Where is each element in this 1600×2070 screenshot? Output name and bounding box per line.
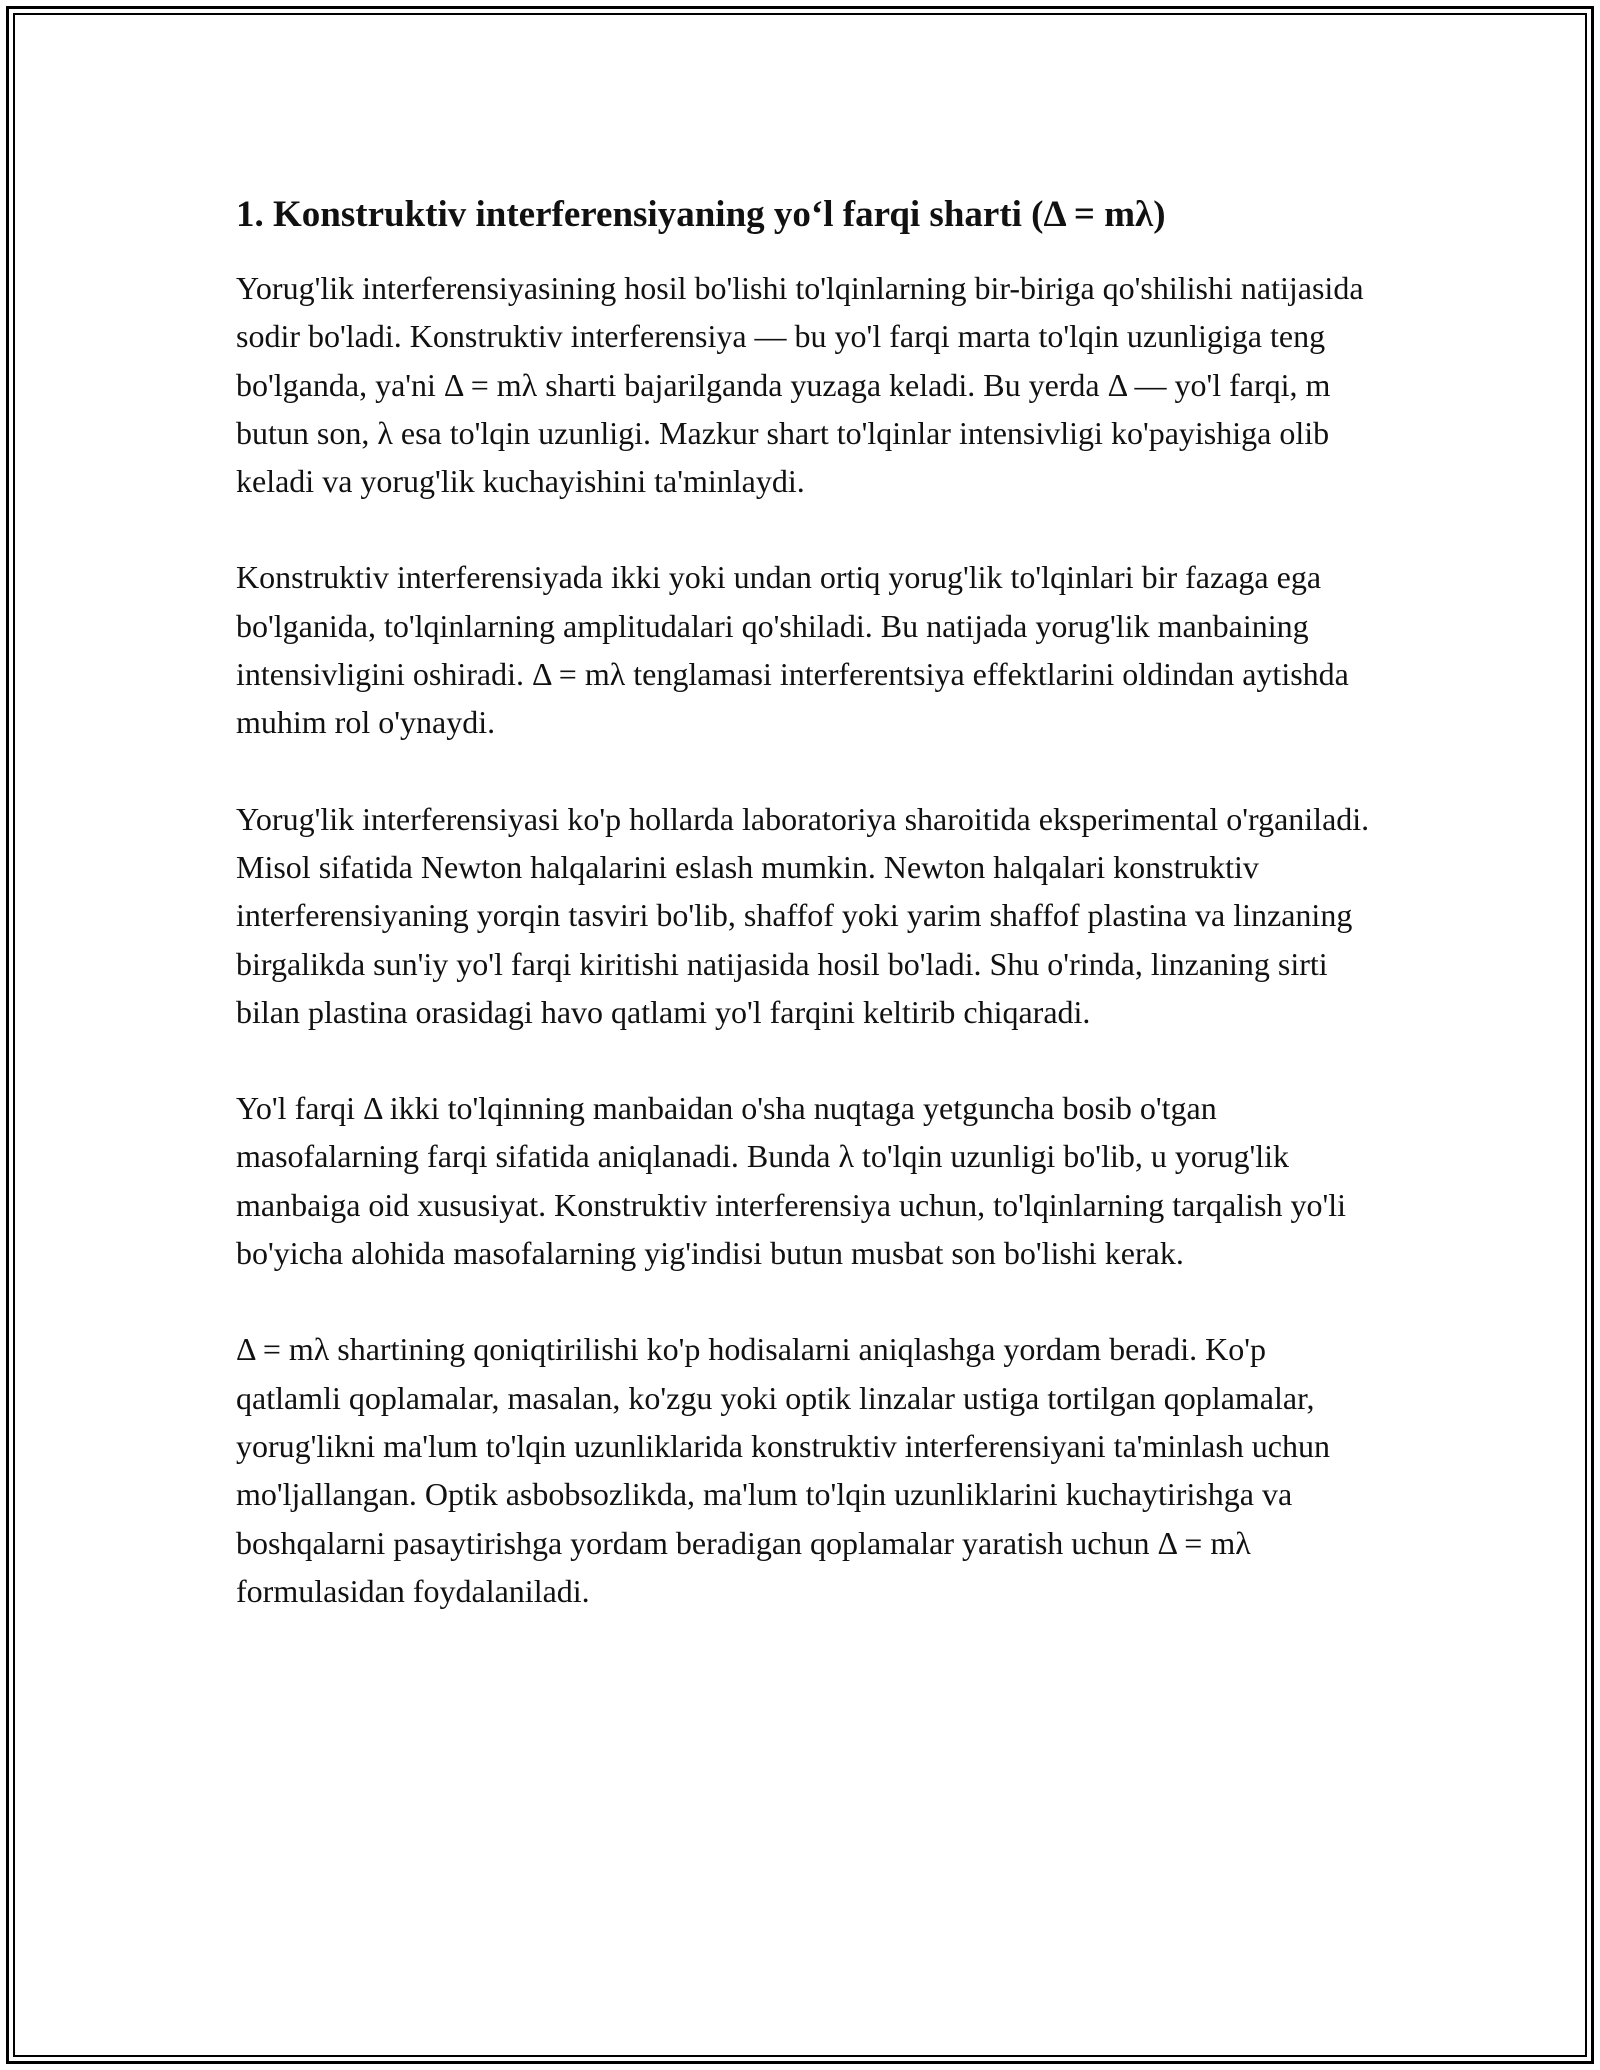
paragraph-3: Yorug'lik interferensiyasi ko'p hollarda laboratoriya sharoitida eksperimental o'rganiladi. Misol sifatida Newton halqalarini eslash mumkin. Newton halqalari konstruktiv interferensiyaning yorqin tasviri bo'lib, shaffof yoki yarim shaffof plastina va linzaning birgalikda sun'iy yo'l farqi kiritishi natijasida hosil bo'ladi. Shu o'rinda, linzaning sirti bilan plastina orasidagi havo qatlami yo'l farqini keltirib chiqaradi. <box>236 800 1370 1030</box>
paragraph-1: Yorug'lik interferensiyasining hosil bo'lishi to'lqinlarning bir-biriga qo'shilishi natijasida sodir bo'ladi. Konstruktiv interferensiya — bu yo'l farqi marta to'lqin uzunligiga teng bo'lganda, ya'ni Δ = mλ sharti bajarilganda yuzaga keladi. Bu yerda Δ — yo'l farqi, m butun son, λ esa to'lqin uzunligi. Mazkur shart to'lqinlar intensivligi ko'payishiga olib keladi va yorug'lik kuchayishini ta'minlaydi. <box>236 270 1364 500</box>
paragraph-4: Yo'l farqi Δ ikki to'lqinning manbaidan o'sha nuqtaga yetguncha bosib o'tgan masofalarning farqi sifatida aniqlanadi. Bunda λ to'lqin uzunligi bo'lib, u yorug'lik manbaiga oid xususiyat. Konstruktiv interferensiya uchun, to'lqinlarning tarqalish yo'li bo'yicha alohida masofalarning yig'indisi butun musbat son bo'lishi kerak. <box>236 1090 1346 1272</box>
document-body <box>236 188 1376 1663</box>
paragraph-5: Δ = mλ shartining qoniqtirilishi ko'p hodisalarni aniqlashga yordam beradi. Ko'p qatlamli qoplamalar, masalan, ko'zgu yoki optik linzalar ustiga tortilgan qoplamalar, yorug'likni ma'lum to'lqin uzunliklarida konstruktiv interferensiyani ta'minlash uchun mo'ljallangan. Optik asbobsozlikda, ma'lum to'lqin uzunliklarini kuchaytirishga va boshqalarni pasaytirishga yordam beradigan qoplamalar yaratish uchun Δ = mλ formulasidan foydalaniladi. <box>236 1331 1330 1609</box>
section-heading: 1. Konstruktiv interferensiyaning yo‘l farqi sharti (Δ = mλ) <box>236 194 1166 235</box>
paragraph-2: Konstruktiv interferensiyada ikki yoki undan ortiq yorug'lik to'lqinlari bir fazaga ega bo'lganida, to'lqinlarning amplitudalari qo'shiladi. Bu natijada yorug'lik manbaining intensivligini oshiradi. Δ = mλ tenglamasi interferentsiya effektlarini oldindan aytishda muhim rol o'ynaydi. <box>236 559 1349 741</box>
